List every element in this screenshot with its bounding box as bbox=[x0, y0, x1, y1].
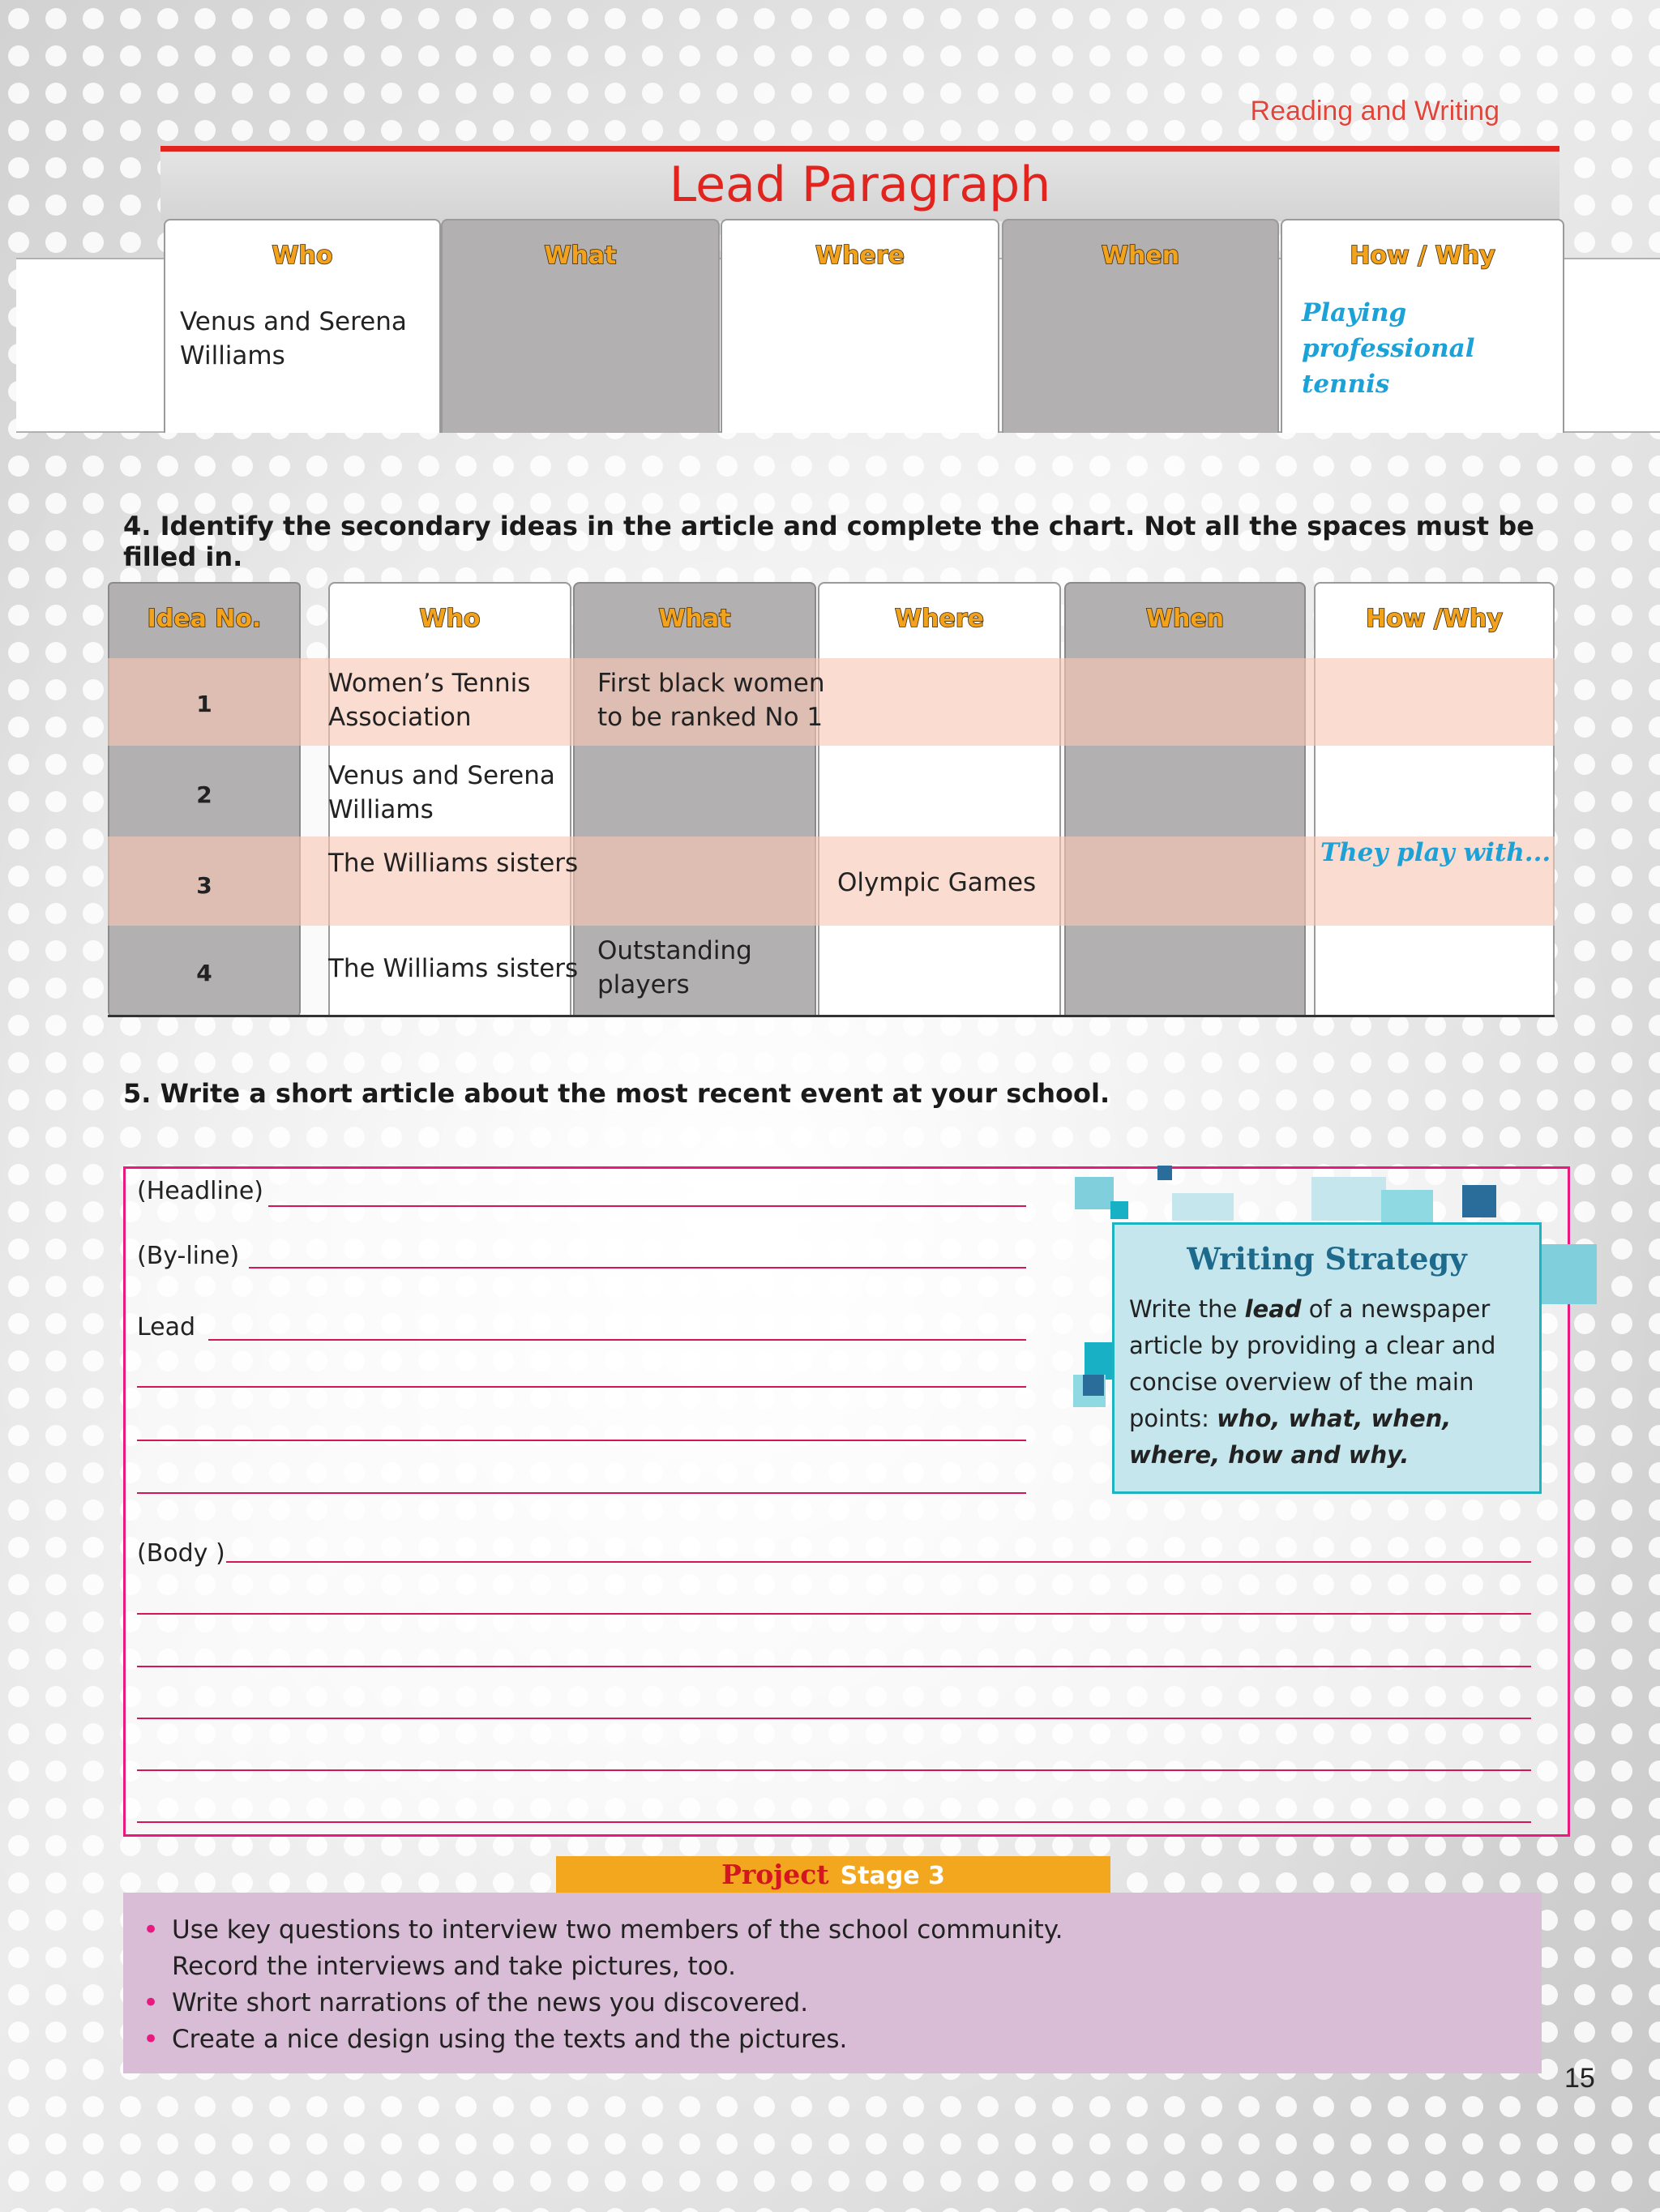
lead-col-who bbox=[164, 219, 441, 433]
row-4-what: Outstanding players bbox=[597, 936, 752, 999]
project-bullet-1-cont bbox=[172, 1949, 1542, 1985]
decor-square bbox=[1083, 1375, 1104, 1396]
lead-how-why-value: Playing professional tennis bbox=[1302, 298, 1475, 399]
project-bullet-3-text: Create a nice design using the texts and the pictures. bbox=[172, 2025, 848, 2054]
bullet-dot: • bbox=[143, 2023, 160, 2056]
strategy-text-1: Write the bbox=[1129, 1295, 1245, 1323]
row-2-who: Venus and Serena Williams bbox=[328, 761, 555, 824]
lead-line-1[interactable] bbox=[208, 1339, 1026, 1341]
project-bullet-1 bbox=[143, 1912, 1542, 1949]
project-stage: Stage 3 bbox=[840, 1862, 945, 1890]
table-header-idea-no: Idea No. bbox=[147, 605, 262, 633]
row-1-what: First black women to be ranked No 1 bbox=[597, 669, 825, 732]
body-line-2[interactable] bbox=[137, 1613, 1531, 1615]
row-1-who: Women’s Tennis Association bbox=[328, 669, 531, 732]
lead-header-when: When bbox=[1101, 242, 1180, 270]
question-5 bbox=[123, 1078, 1582, 1109]
section-label: Reading and Writing bbox=[1250, 96, 1500, 126]
decor-square bbox=[1110, 1201, 1128, 1219]
strategy-emphasis: who, what, when, where, how and why. bbox=[1129, 1405, 1452, 1469]
project-bullet-3 bbox=[143, 2022, 1542, 2058]
writing-strategy-text bbox=[1129, 1291, 1525, 1474]
decor-square bbox=[1075, 1177, 1114, 1209]
col-when bbox=[1064, 582, 1306, 1016]
lead-col-how-why bbox=[1281, 219, 1564, 433]
table-bottom-rule bbox=[108, 1015, 1555, 1017]
lead-label: Lead bbox=[137, 1313, 196, 1341]
bullet-dot: • bbox=[143, 1987, 160, 2019]
body-line-1[interactable] bbox=[226, 1561, 1531, 1563]
question-5-text: Write a short article about the most recent event at your school. bbox=[160, 1078, 1110, 1109]
project-bullet-2 bbox=[143, 1985, 1542, 2022]
decor-square bbox=[1172, 1193, 1234, 1221]
lead-line-2[interactable] bbox=[137, 1386, 1026, 1388]
question-4 bbox=[123, 511, 1582, 572]
project-instructions bbox=[123, 1893, 1542, 2073]
project-banner bbox=[556, 1856, 1110, 1893]
lead-header-what: What bbox=[544, 242, 617, 270]
body-line-4[interactable] bbox=[137, 1718, 1531, 1719]
bullet-dot: • bbox=[143, 1914, 160, 1946]
project-bullet-1-cont-text: Record the interviews and take pictures, too. bbox=[172, 1952, 736, 1981]
body-line-6[interactable] bbox=[137, 1821, 1531, 1823]
writing-strategy-box bbox=[1112, 1222, 1542, 1494]
row-3-how-why: They play with... bbox=[1320, 838, 1551, 867]
table-header-when: When bbox=[1145, 605, 1225, 633]
question-5-number: 5. bbox=[123, 1078, 152, 1109]
decor-square bbox=[1157, 1166, 1172, 1180]
byline-line[interactable] bbox=[249, 1267, 1026, 1269]
lead-line-3[interactable] bbox=[137, 1440, 1026, 1441]
lead-header-who: Who bbox=[272, 242, 333, 270]
project-bullet-2-text: Write short narrations of the news you discovered. bbox=[172, 1988, 809, 2017]
header-rule bbox=[160, 146, 1559, 152]
table-header-how-why: How /Why bbox=[1366, 605, 1503, 633]
row-1-number: 1 bbox=[196, 691, 212, 717]
lead-who-value: Venus and Serena Williams bbox=[180, 307, 407, 370]
col-where bbox=[818, 582, 1061, 1016]
row-4-who: The Williams sisters bbox=[328, 954, 579, 983]
headline-label: (Headline) bbox=[137, 1177, 263, 1205]
decor-square bbox=[1540, 1244, 1597, 1304]
lead-header-how-why: How / Why bbox=[1350, 242, 1495, 270]
table-header-what: What bbox=[658, 605, 731, 633]
byline-label: (By-line) bbox=[137, 1242, 240, 1270]
body-label: (Body ) bbox=[137, 1539, 225, 1568]
row-3-where: Olympic Games bbox=[837, 868, 1037, 897]
row-4-number: 4 bbox=[196, 960, 212, 986]
body-line-5[interactable] bbox=[137, 1769, 1531, 1771]
table-header-who: Who bbox=[419, 605, 481, 633]
lead-col-where bbox=[721, 219, 999, 433]
page-number: 15 bbox=[1564, 2063, 1595, 2094]
strategy-text-2: of a newspaper article by providing a clear and concise overview of the main points: bbox=[1129, 1295, 1496, 1432]
table-header-where: Where bbox=[895, 605, 984, 633]
decor-square bbox=[1462, 1185, 1496, 1217]
question-4-text: Identify the secondary ideas in the article and complete the chart. Not all the spaces must be filled in. bbox=[123, 511, 1534, 572]
headline-line[interactable] bbox=[268, 1205, 1026, 1207]
decor-square bbox=[1381, 1190, 1433, 1222]
strategy-lead-word: lead bbox=[1244, 1295, 1302, 1323]
project-bullet-1-text: Use key questions to interview two members of the school community. bbox=[172, 1915, 1063, 1945]
body-line-3[interactable] bbox=[137, 1666, 1531, 1667]
row-2-number: 2 bbox=[196, 781, 212, 808]
lead-col-when bbox=[1002, 219, 1279, 433]
col-how-why bbox=[1314, 582, 1555, 1016]
lead-line-4[interactable] bbox=[137, 1492, 1026, 1494]
project-label: Project bbox=[721, 1859, 829, 1890]
row-3-number: 3 bbox=[196, 872, 212, 899]
decor-square bbox=[1311, 1177, 1386, 1221]
page-title: Lead Paragraph bbox=[160, 152, 1559, 221]
lead-col-what bbox=[441, 219, 720, 433]
lead-header-where: Where bbox=[815, 242, 905, 270]
row-3-who: The Williams sisters bbox=[328, 849, 579, 878]
question-4-number: 4. bbox=[123, 511, 152, 541]
writing-strategy-title: Writing Strategy bbox=[1187, 1241, 1467, 1277]
secondary-ideas-table bbox=[108, 582, 1555, 1016]
